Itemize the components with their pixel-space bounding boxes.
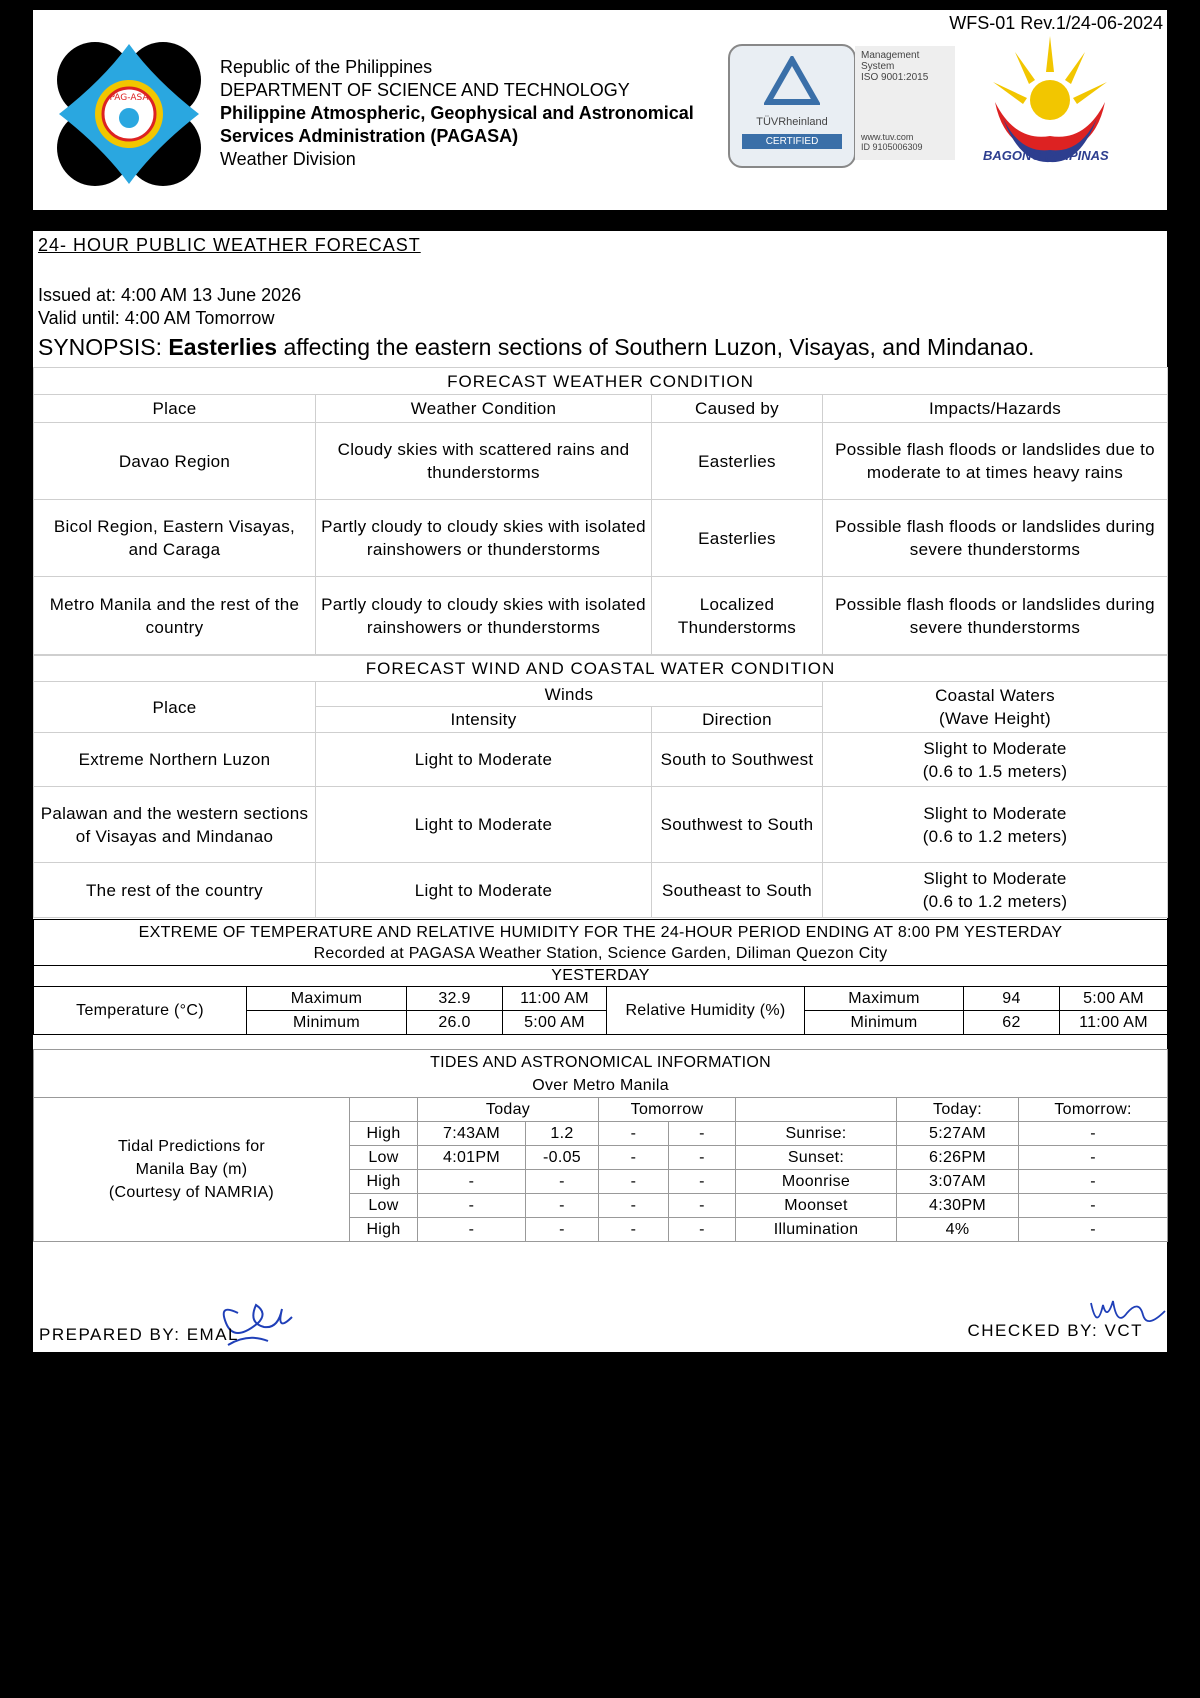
coastal-state: Slight to Moderate [923, 803, 1067, 823]
place-cell: Extreme Northern Luzon [34, 733, 316, 787]
wind-coastal-table [33, 655, 1168, 918]
rh-max-label: Maximum [805, 987, 964, 1011]
tide-today-height: - [526, 1170, 599, 1194]
tide-today-time: 7:43AM [418, 1122, 526, 1146]
direction-cell: Southeast to South [652, 863, 823, 918]
astro-today: 5:27AM [897, 1122, 1019, 1146]
cause-cell: Localized Thunderstorms [652, 577, 823, 655]
temp-min-label: Minimum [247, 1011, 407, 1035]
impact-cell: Possible flash floods or landslides due to moderate to at times heavy rains [823, 423, 1168, 500]
checked-initials: VCT [1104, 1321, 1143, 1340]
temp-min-value: 26.0 [407, 1011, 503, 1035]
condition-cell: Partly cloudy to cloudy skies with isolated rainshowers or thunderstorms [316, 500, 652, 577]
tidal-predictions-label: Tidal Predictions for Manila Bay (m) (Courtesy of NAMRIA) [34, 1098, 350, 1242]
mgmt-web: www.tuv.com [861, 132, 914, 142]
synopsis-text: affecting the eastern sections of Southern Luzon, Visayas, and Mindanao. [283, 334, 1035, 360]
table-row [34, 577, 1168, 655]
astro-tomorrow-header: Tomorrow: [1019, 1098, 1168, 1122]
tide-tomorrow-time: - [599, 1122, 669, 1146]
coastal-cell [823, 863, 1168, 918]
rh-min-value: 62 [964, 1011, 1060, 1035]
table-row [34, 863, 1168, 918]
tide-today-height: - [526, 1218, 599, 1242]
letterhead [33, 10, 1167, 210]
rh-max-time: 5:00 AM [1060, 987, 1168, 1011]
place-cell: Metro Manila and the rest of the country [34, 577, 316, 655]
table-row [34, 787, 1168, 863]
tide-type: Low [350, 1194, 418, 1218]
temperature-humidity-table [33, 919, 1168, 1035]
temp-max-time: 11:00 AM [503, 987, 607, 1011]
table-row [34, 423, 1168, 500]
weather-condition-table [33, 367, 1168, 655]
wind-header-coastal [823, 682, 1168, 733]
wind-header-direction: Direction [652, 707, 823, 733]
wind-header-place: Place [34, 682, 316, 733]
temp-max-value: 32.9 [407, 987, 503, 1011]
tides-tomorrow-header: Tomorrow [599, 1098, 736, 1122]
tuv-triangle-icon [764, 56, 820, 106]
astro-label: Sunrise: [736, 1122, 897, 1146]
mgmt-line-2: System [861, 61, 895, 72]
col-header-place: Place [34, 395, 316, 423]
astro-tomorrow: - [1019, 1122, 1168, 1146]
temp-max-label: Maximum [247, 987, 407, 1011]
pagasa-line-2: Services Administration (PAGASA) [220, 126, 519, 146]
checked-by [967, 1321, 1143, 1341]
place-cell: Bicol Region, Eastern Visayas, and Caraga [34, 500, 316, 577]
prepared-label: PREPARED BY: [39, 1325, 181, 1344]
management-system-badge [855, 46, 955, 160]
tide-today-height: -0.05 [526, 1146, 599, 1170]
tide-type: Low [350, 1146, 418, 1170]
tuv-certified-logo [728, 44, 856, 168]
tide-tomorrow-time: - [599, 1146, 669, 1170]
coastal-label: Coastal Waters [935, 686, 1055, 705]
tide-tomorrow-time: - [599, 1194, 669, 1218]
wind-header-intensity: Intensity [316, 707, 652, 733]
temp-min-time: 5:00 AM [503, 1011, 607, 1035]
tide-type: High [350, 1170, 418, 1194]
weather-section-title: FORECAST WEATHER CONDITION [34, 368, 1168, 395]
tide-tomorrow-height: - [669, 1146, 736, 1170]
coastal-cell [823, 787, 1168, 863]
tides-today-header: Today [418, 1098, 599, 1122]
intensity-cell: Light to Moderate [316, 733, 652, 787]
temp-section-title [34, 920, 1168, 966]
forecast-title: 24- HOUR PUBLIC WEATHER FORECAST [38, 235, 421, 255]
tide-today-time: - [418, 1194, 526, 1218]
tuv-certified-label: CERTIFIED [742, 134, 842, 149]
astro-today-header: Today: [897, 1098, 1019, 1122]
tide-tomorrow-height: - [669, 1170, 736, 1194]
valid-until: Valid until: 4:00 AM Tomorrow [38, 308, 275, 328]
tides-title: TIDES AND ASTRONOMICAL INFORMATION [430, 1053, 771, 1071]
tide-tomorrow-height: - [669, 1122, 736, 1146]
tides-section-title [34, 1050, 1168, 1098]
impact-cell: Possible flash floods or landslides during severe thunderstorms [823, 577, 1168, 655]
blank-cell [350, 1098, 418, 1122]
blank-cell [736, 1098, 897, 1122]
forecast-sheet [33, 231, 1167, 1352]
col-header-cause: Caused by [652, 395, 823, 423]
tide-today-height: - [526, 1194, 599, 1218]
synopsis-system: Easterlies [168, 334, 278, 360]
col-header-impacts: Impacts/Hazards [823, 395, 1168, 423]
astro-tomorrow: - [1019, 1170, 1168, 1194]
temp-subtitle: Recorded at PAGASA Weather Station, Science Garden, Diliman Quezon City [313, 944, 888, 962]
astro-label: Sunset: [736, 1146, 897, 1170]
intensity-cell: Light to Moderate [316, 863, 652, 918]
astro-tomorrow: - [1019, 1146, 1168, 1170]
republic-line: Republic of the Philippines [220, 57, 433, 77]
prepared-initials: EMAL [186, 1325, 239, 1344]
direction-cell: Southwest to South [652, 787, 823, 863]
bagong-pilipinas-logo [975, 32, 1125, 192]
agency-block [220, 56, 694, 171]
astro-today: 3:07AM [897, 1170, 1019, 1194]
document-number: WFS-01 Rev.1/24-06-2024 [949, 13, 1163, 33]
intensity-cell: Light to Moderate [316, 787, 652, 863]
mgmt-line-3: ISO 9001:2015 [861, 72, 929, 83]
tide-tomorrow-height: - [669, 1194, 736, 1218]
wave-height: (0.6 to 1.2 meters) [922, 892, 1068, 911]
bagong-pilipinas-text: BAGONG PILIPINAS [983, 148, 1109, 163]
yesterday-label: YESTERDAY [34, 966, 1168, 987]
astro-label: Moonrise [736, 1170, 897, 1194]
tide-today-time: - [418, 1218, 526, 1242]
mgmt-id: ID 9105006309 [861, 142, 923, 152]
wave-label: (Wave Height) [939, 709, 1051, 728]
coastal-state: Slight to Moderate [923, 869, 1067, 888]
rh-min-time: 11:00 AM [1060, 1011, 1168, 1035]
temp-title: EXTREME OF TEMPERATURE AND RELATIVE HUMIDITY FOR THE 24-HOUR PERIOD ENDING AT 8:00 PM YESTERDAY [138, 923, 1063, 941]
table-row [34, 733, 1168, 787]
temperature-label: Temperature (°C) [34, 987, 247, 1035]
wave-height: (0.6 to 1.5 meters) [922, 761, 1068, 781]
issue-info [38, 284, 301, 330]
cause-cell: Easterlies [652, 500, 823, 577]
tide-tomorrow-height: - [669, 1218, 736, 1242]
astro-today: 4:30PM [897, 1194, 1019, 1218]
synopsis-label: SYNOPSIS: [38, 334, 162, 360]
division-line: Weather Division [220, 149, 356, 169]
tide-today-time: - [418, 1170, 526, 1194]
rh-min-label: Minimum [805, 1011, 964, 1035]
tide-tomorrow-time: - [599, 1170, 669, 1194]
wind-header-winds: Winds [316, 682, 823, 707]
wave-height: (0.6 to 1.2 meters) [922, 826, 1068, 846]
tides-astronomical-table [33, 1049, 1168, 1242]
place-cell: The rest of the country [34, 863, 316, 918]
tide-type: High [350, 1218, 418, 1242]
table-row [34, 500, 1168, 577]
tide-type: High [350, 1122, 418, 1146]
condition-cell: Cloudy skies with scattered rains and thunderstorms [316, 423, 652, 500]
astro-label: Illumination [736, 1218, 897, 1242]
pagasa-seal-logo [55, 40, 203, 188]
synopsis [38, 334, 1034, 361]
tuv-brand: TÜVRheinland [756, 116, 828, 128]
wind-section-title: FORECAST WIND AND COASTAL WATER CONDITION [34, 656, 1168, 682]
direction-cell: South to Southwest [652, 733, 823, 787]
place-cell: Palawan and the western sections of Visayas and Mindanao [34, 787, 316, 863]
humidity-label: Relative Humidity (%) [607, 987, 805, 1035]
pagasa-line-1: Philippine Atmospheric, Geophysical and Astronomical [220, 103, 694, 123]
place-cell: Davao Region [34, 423, 316, 500]
checked-label: CHECKED BY: [967, 1321, 1099, 1340]
mgmt-line-1: Management [861, 50, 920, 61]
cause-cell: Easterlies [652, 423, 823, 500]
issued-at: Issued at: 4:00 AM 13 June 2026 [38, 285, 302, 305]
astro-tomorrow: - [1019, 1194, 1168, 1218]
coastal-state: Slight to Moderate [923, 738, 1067, 758]
col-header-condition: Weather Condition [316, 395, 652, 423]
prepared-by [39, 1325, 239, 1345]
astro-tomorrow: - [1019, 1218, 1168, 1242]
impact-cell: Possible flash floods or landslides during severe thunderstorms [823, 500, 1168, 577]
tide-today-time: 4:01PM [418, 1146, 526, 1170]
astro-today: 4% [897, 1218, 1019, 1242]
condition-cell: Partly cloudy to cloudy skies with isolated rainshowers or thunderstorms [316, 577, 652, 655]
astro-label: Moonset [736, 1194, 897, 1218]
tides-subtitle: Over Metro Manila [532, 1076, 669, 1094]
seal-lettering: PAG-ASA [109, 93, 149, 103]
rh-max-value: 94 [964, 987, 1060, 1011]
coastal-cell [823, 733, 1168, 787]
astro-today: 6:26PM [897, 1146, 1019, 1170]
tide-today-height: 1.2 [526, 1122, 599, 1146]
department-line: DEPARTMENT OF SCIENCE AND TECHNOLOGY [220, 80, 630, 100]
tide-tomorrow-time: - [599, 1218, 669, 1242]
